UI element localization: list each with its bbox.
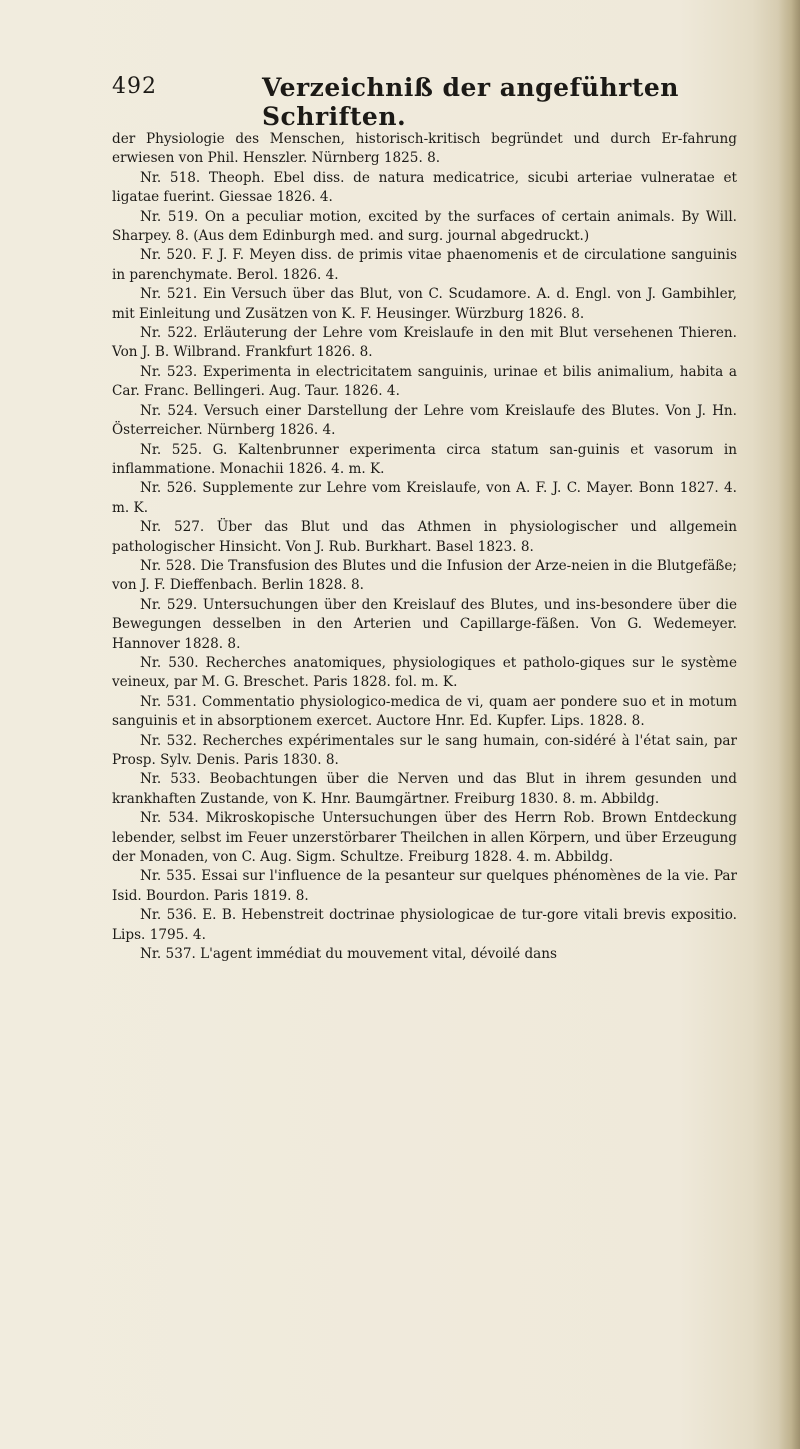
page-number: 492 <box>112 74 157 99</box>
bibliography-list <box>112 130 737 964</box>
bibliography-entry: Nr. 518. Theoph. Ebel diss. de natura medicatrice, sicubi arteriae vulneratae et ligatae fuerint. Giessae 1826. 4. <box>112 169 737 206</box>
running-title: Verzeichniß der angeführten Schriften. <box>262 73 679 131</box>
bibliography-entry: Nr. 520. F. J. F. Meyen diss. de primis vitae phaenomenis et de circulatione sanguinis in parenchymate. Berol. 1826. 4. <box>112 247 737 283</box>
bibliography-entry: Nr. 522. Erläuterung der Lehre vom Kreislaufe in den mit Blut versehenen Thieren. Von J. B. Wilbrand. Frankfurt 1826. 8. <box>112 325 737 361</box>
bibliography-entry: Nr. 532. Recherches expérimentales sur le sang humain, con-sidéré à l'état sain, par Prosp. Sylv. Denis. Paris 1830. 8. <box>112 732 737 768</box>
bibliography-entry: Nr. 525. G. Kaltenbrunner experimenta circa statum san-guinis et vasorum in inflammatione. Monachii 1826. 4. m. K. <box>112 441 737 477</box>
bibliography-entry: Nr. 530. Recherches anatomiques, physiologiques et patholo-giques sur le système veineux, par M. G. Breschet. Paris 1828. fol. m. K. <box>112 654 737 691</box>
bibliography-entry: Nr. 536. E. B. Hebenstreit doctrinae physiologicae de tur-gore vitali brevis expositio. Lips. 1795. 4. <box>112 907 737 943</box>
bibliography-entry: Nr. 526. Supplemente zur Lehre vom Kreislaufe, von A. F. J. C. Mayer. Bonn 1827. 4. m. K. <box>112 480 737 516</box>
bibliography-entry: Nr. 521. Ein Versuch über das Blut, von C. Scudamore. A. d. Engl. von J. Gambihler, mit Einleitung und Zusätzen von K. F. Heusinger. Würzburg 1826. 8. <box>112 286 737 322</box>
bibliography-entry: Nr. 528. Die Transfusion des Blutes und die Infusion der Arze-neien in die Blutgefäße; von J. F. Dieffenbach. Berlin 1828. 8. <box>112 557 737 594</box>
bibliography-entry: Nr. 524. Versuch einer Darstellung der Lehre vom Kreislaufe des Blutes. Von J. Hn. Österreicher. Nürnberg 1826. 4. <box>112 402 737 439</box>
bibliography-entry: der Physiologie des Menschen, historisch-kritisch begründet und durch Er-fahrung erwiesen von Phil. Henszler. Nürnberg 1825. 8. <box>112 131 737 167</box>
bibliography-entry: Nr. 529. Untersuchungen über den Kreislauf des Blutes, und ins-besondere über die Bewegungen desselben in den Arterien und Capillarge-fäßen. Von G. Wedemeyer. Hannover 1828. 8. <box>112 596 737 652</box>
bibliography-entry: Nr. 535. Essai sur l'influence de la pesanteur sur quelques phénomènes de la vie. Par Isid. Bourdon. Paris 1819. 8. <box>112 868 737 904</box>
bibliography-entry: Nr. 533. Beobachtungen über die Nerven und das Blut in ihrem gesunden und krankhaften Zustande, von K. Hnr. Baumgärtner. Freiburg 1830. 8. m. Abbildg. <box>112 771 737 807</box>
bibliography-entry: Nr. 523. Experimenta in electricitatem sanguinis, urinae et bilis animalium, habita a Car. Franc. Bellingeri. Aug. Taur. 1826. 4. <box>112 363 737 400</box>
page-header <box>112 73 732 131</box>
bibliography-entry: Nr. 531. Commentatio physiologico-medica de vi, quam aer pondere suo et in motum sanguinis et in absorptionem exercet. Auctore Hnr. Ed. Kupfer. Lips. 1828. 8. <box>112 693 737 730</box>
bibliography-entry: Nr. 527. Über das Blut und das Athmen in physiologischer und allgemein pathologischer Hinsicht. Von J. Rub. Burkhart. Basel 1823. 8. <box>112 519 737 555</box>
bibliography-entry: Nr. 519. On a peculiar motion, excited by the surfaces of certain animals. By Will. Sharpey. 8. (Aus dem Edinburgh med. and surg. journal abgedruckt.) <box>112 208 737 245</box>
page-edge-shadow <box>778 0 800 1449</box>
bibliography-entry: Nr. 537. L'agent immédiat du mouvement vital, dévoilé dans <box>140 946 557 963</box>
bibliography-entry: Nr. 534. Mikroskopische Untersuchungen über des Herrn Rob. Brown Entdeckung lebender, selbst im Feuer unzerstörbarer Theilchen in allen Körpern, und über Erzeugung der Monaden, von C. Aug. Sigm. Schultze. Freiburg 1828. 4. m. Abbildg. <box>112 810 737 866</box>
